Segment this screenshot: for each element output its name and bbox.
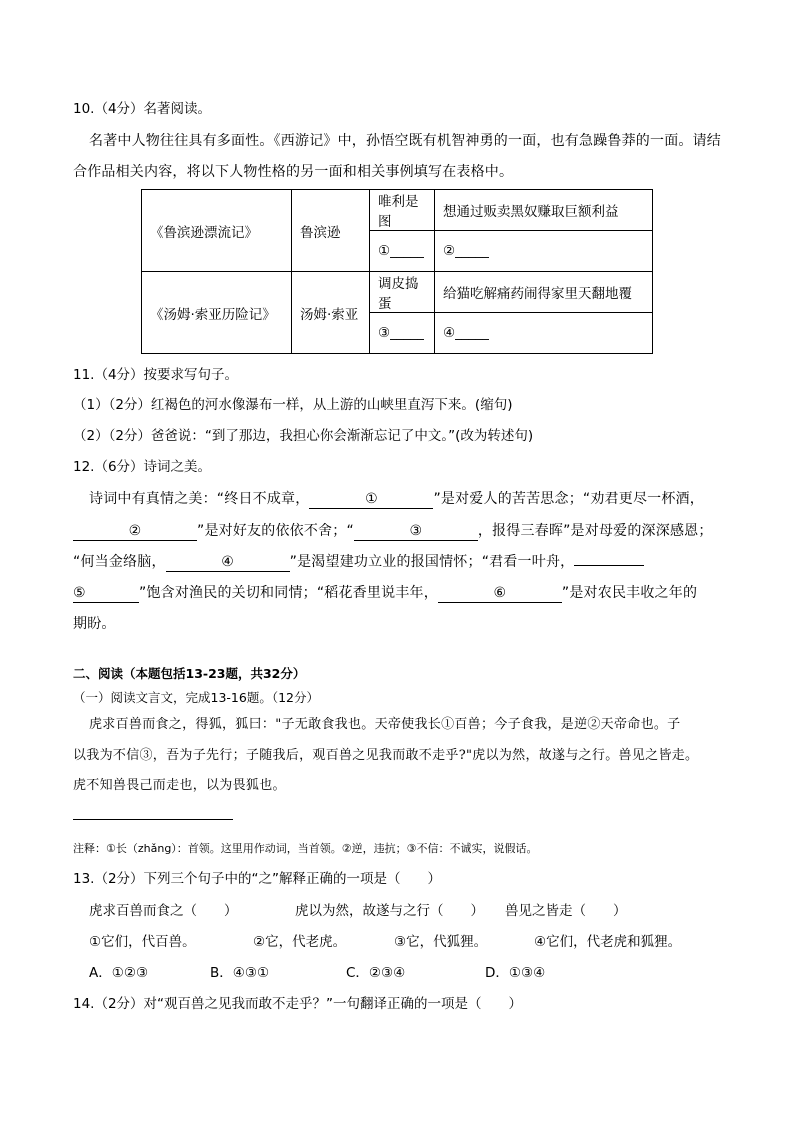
q13-option-1: ①它们，代百兽。 xyxy=(89,934,196,950)
q11-header: 11.（4分）按要求写句子。 xyxy=(73,367,239,383)
poem-blank-4[interactable]: ④ xyxy=(166,553,290,572)
answer-blank-1[interactable]: ①_____ xyxy=(370,231,435,272)
footnote-divider xyxy=(73,819,233,820)
q13-option-2: ②它，代老虎。 xyxy=(253,934,347,950)
poem-blank-5[interactable]: ⑤ xyxy=(73,584,139,603)
classical-text-line1: 虎求百兽而食之，得狐，狐曰："子无敢食我也。天帝使我长①百兽；今子食我，是逆②天帝命也。子 xyxy=(89,717,681,732)
poem-blank-2[interactable]: ② xyxy=(73,522,197,541)
example-cell: 想通过贩卖黑奴赚取巨额利益 xyxy=(435,190,653,231)
q10-header: 10.（4分）名著阅读。 xyxy=(73,101,212,117)
book-cell: 《汤姆·索亚历险记》 xyxy=(142,272,292,354)
q14-header: 14.（2分）对“观百兽之见我而敢不走乎？”一句翻译正确的一项是（ ） xyxy=(73,996,523,1012)
character-cell: 汤姆·索亚 xyxy=(292,272,370,354)
footnote: 注释：①长（zhǎng）：首领。这里用作动词，当首领。②逆，违抗；③不信：不诚实，说假话。 xyxy=(73,842,538,855)
q13-header: 13.（2分）下列三个句子中的“之”解释正确的一项是（ ） xyxy=(73,871,442,887)
q11-item1: （1）（2分）红褐色的河水像瀑布一样，从上游的山峡里直泻下来。(缩句) xyxy=(73,397,513,413)
section-title: 二、阅读（本题包括13-23题，共32分） xyxy=(73,666,306,681)
trait-cell: 唯利是图 xyxy=(370,190,435,231)
poem-blank-5-start[interactable] xyxy=(574,565,644,566)
q13-choice-a[interactable]: A．①②③ xyxy=(89,965,149,981)
q13-choice-d[interactable]: D．①③④ xyxy=(485,965,546,981)
poem-blank-6[interactable]: ⑥ xyxy=(438,584,562,603)
q13-choice-c[interactable]: C．②③④ xyxy=(346,965,406,981)
q12-line3: “何当金络脑， ④ ”是渴望建功立业的报国情怀；“君看一叶舟， xyxy=(73,552,644,572)
q13-option-3: ③它，代狐狸。 xyxy=(394,934,488,950)
q13-sentence-1: 虎求百兽而食之（ ） xyxy=(89,903,238,919)
character-cell: 鲁滨逊 xyxy=(292,190,370,272)
table-row xyxy=(142,272,653,313)
q12-line1: 诗词中有真情之美：“终日不成章， ① ”是对爱人的苦苦思念；“劝君更尽一杯酒， xyxy=(89,491,704,507)
answer-blank-3[interactable]: ③_____ xyxy=(370,313,435,354)
q13-option-4: ④它们，代老虎和狐狸。 xyxy=(534,934,682,950)
section-subtitle: （一）阅读文言文，完成13-16题。（12分） xyxy=(73,690,319,705)
q11-item2: （2）（2分）爸爸说：“到了那边，我担心你会渐渐忘记了中文。”(改为转述句) xyxy=(73,428,534,444)
answer-blank-2[interactable]: ②_____ xyxy=(435,231,653,272)
q13-choice-b[interactable]: B．④③① xyxy=(210,965,270,981)
classical-text-line3: 虎不知兽畏己而走也，以为畏狐也。 xyxy=(73,778,286,793)
book-cell: 《鲁滨逊漂流记》 xyxy=(142,190,292,272)
trait-cell: 调皮捣蛋 xyxy=(370,272,435,313)
q10-intro-line1: 名著中人物往往具有多面性。《西游记》中，孙悟空既有机智神勇的一面，也有急躁鲁莽的一面。请结 xyxy=(89,133,721,149)
poem-blank-3[interactable]: ③ xyxy=(354,522,478,541)
q12-line2: ② ”是对好友的依依不舍；“ ③ ，报得三春晖”是对母爱的深深感恩； xyxy=(73,521,713,541)
q13-sentence-3: 兽见之皆走（ ） xyxy=(505,903,627,919)
character-table xyxy=(141,189,653,354)
poem-blank-1[interactable]: ① xyxy=(309,490,433,509)
classical-text-line2: 以我为不信③，吾为子先行；子随我后，观百兽之见我而敢不走乎?"虎以为然，故遂与之行。兽见之皆走。 xyxy=(73,748,699,763)
q12-header: 12.（6分）诗词之美。 xyxy=(73,459,212,475)
example-cell: 给猫吃解痛药闹得家里天翻地覆 xyxy=(435,272,653,313)
table-row xyxy=(142,190,653,231)
q12-line5: 期盼。 xyxy=(73,616,116,632)
answer-blank-4[interactable]: ④_____ xyxy=(435,313,653,354)
q13-sentence-2: 虎以为然，故遂与之行（ ） xyxy=(295,903,484,919)
q10-intro-line2: 合作品相关内容，将以下人物性格的另一面和相关事例填写在表格中。 xyxy=(73,164,514,180)
q12-line4: ⑤ ”饱含对渔民的关切和同情；“稻花香里说丰年， ⑥ ”是对农民丰收之年的 xyxy=(73,585,698,601)
